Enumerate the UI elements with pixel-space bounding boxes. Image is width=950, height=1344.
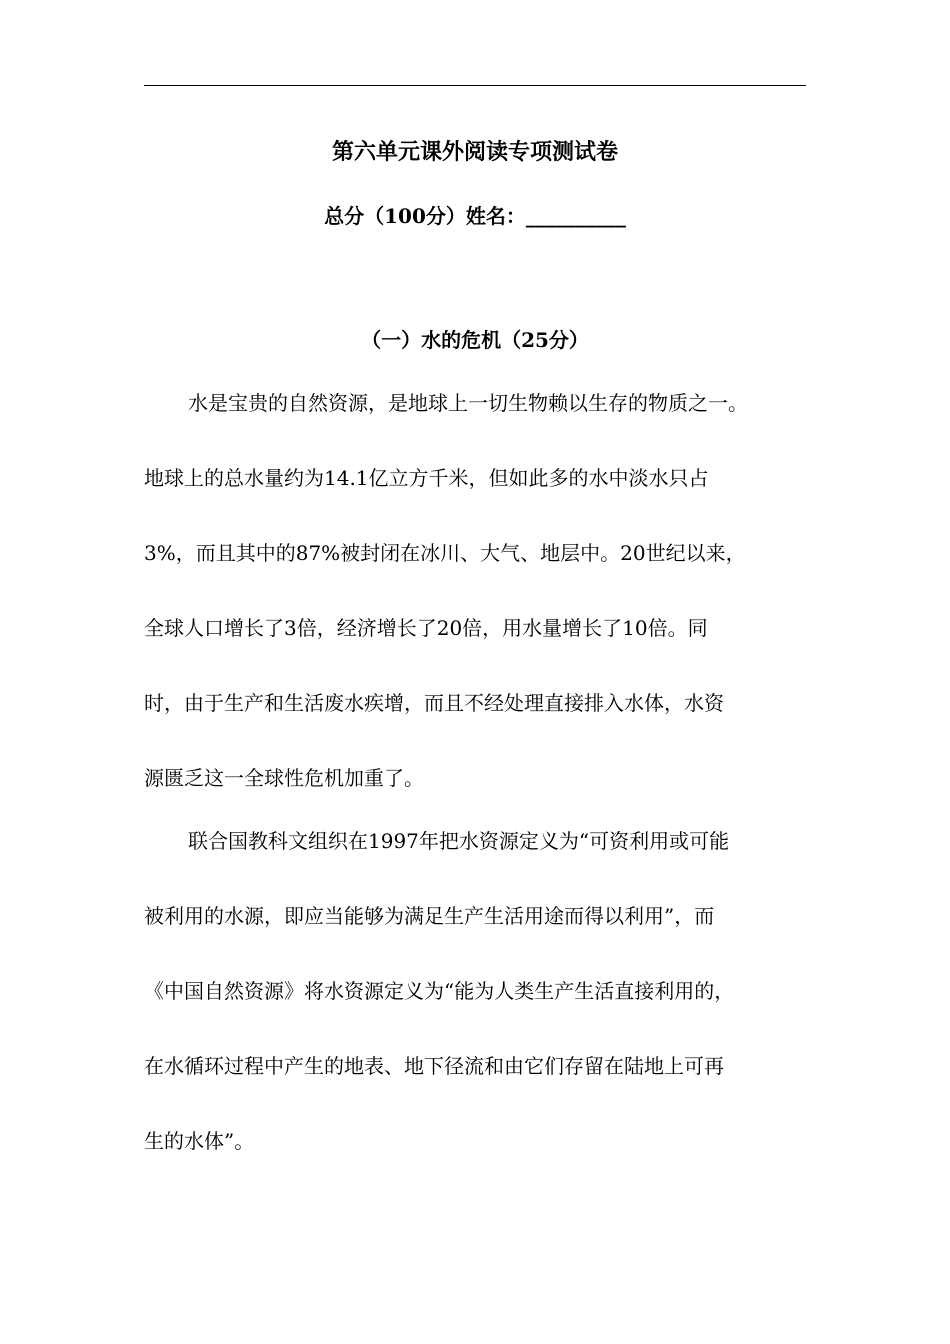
paragraph-2-line-3: 《中国自然资源》将水资源定义为“能为人类生产生活直接利用的，	[144, 979, 735, 1003]
paragraph-2-line-2: 被利用的水源，即应当能够为满足生产生活用途而得以利用”，而	[144, 904, 715, 928]
paragraph-2	[144, 804, 806, 1179]
paragraph-1-line-4: 全球人口增长了3倍，经济增长了20倍，用水量增长了10倍。同	[144, 616, 708, 640]
page-title: 第六单元课外阅读专项测试卷	[331, 139, 618, 165]
paragraph-2-line-5: 生的水体”。	[144, 1129, 255, 1153]
paragraph-1-line-5: 时，由于生产和生活废水疾增，而且不经处理直接排入水体，水资	[144, 691, 724, 715]
paragraph-1	[144, 366, 806, 816]
top-rule	[144, 85, 806, 86]
section-heading: （一）水的危机（25分）	[361, 328, 589, 352]
paragraph-1-line-1: 水是宝贵的自然资源，是地球上一切生物赖以生存的物质之一。	[188, 391, 748, 415]
paragraph-2-line-4: 在水循环过程中产生的地表、地下径流和由它们存留在陆地上可再	[144, 1054, 724, 1078]
score-name-line: 总分（100分）姓名：__________	[324, 204, 626, 228]
paragraph-2-line-1: 联合国教科文组织在1997年把水资源定义为“可资利用或可能	[188, 829, 730, 853]
paragraph-1-line-3: 3%，而且其中的87%被封闭在冰川、大气、地层中。20世纪以来，	[144, 541, 746, 565]
paragraph-1-line-6: 源匮乏这一全球性危机加重了。	[144, 766, 424, 790]
paragraph-1-line-2: 地球上的总水量约为14.1亿立方千米，但如此多的水中淡水只占	[144, 466, 709, 490]
